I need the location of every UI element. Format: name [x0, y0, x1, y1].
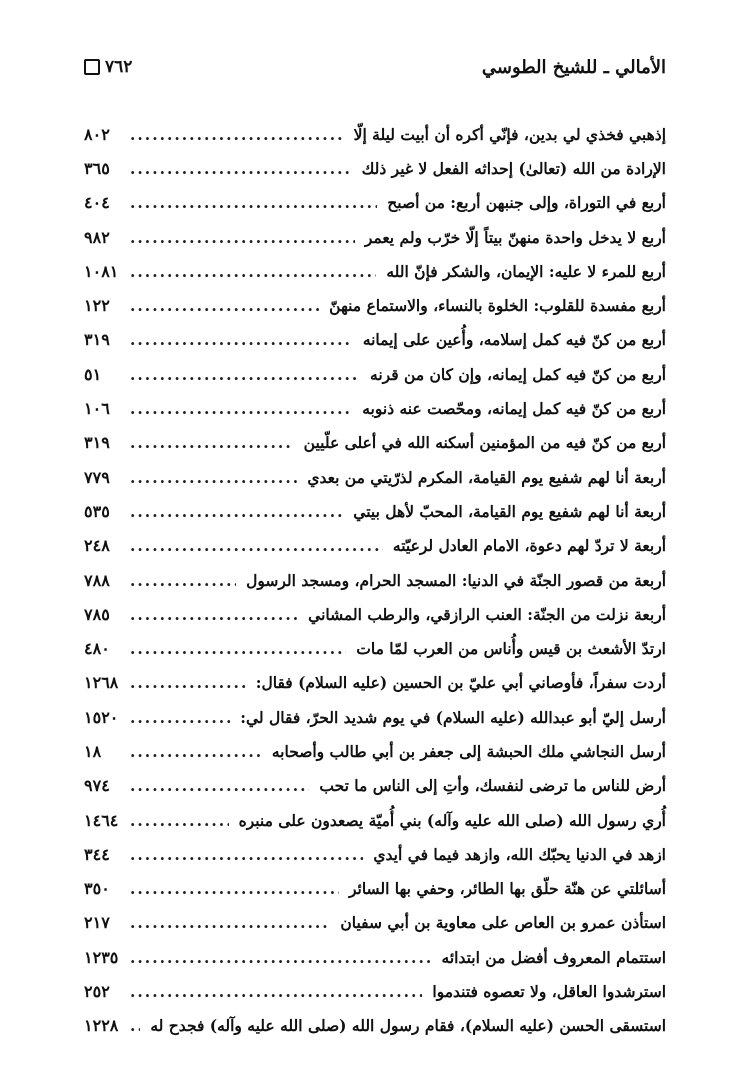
- entry-reference-number: ٣٦٥: [84, 158, 110, 178]
- leader-dots: [130, 605, 298, 624]
- index-entry: [84, 872, 666, 906]
- index-entry: [84, 254, 666, 288]
- entry-text: الإرادة من الله (تعالیٰ) إحداثه الفعل لا غير ذلك: [361, 158, 666, 178]
- leader-dots: [130, 193, 377, 212]
- entry-reference-number: ١٥٢٠: [84, 707, 119, 727]
- entry-reference-number: ٢٥٢: [84, 982, 110, 1002]
- entry-reference-number: ١٢٢٨: [84, 1016, 119, 1036]
- page-header: [84, 50, 666, 84]
- index-entry: [84, 769, 666, 803]
- entry-text: استتمام المعروف أفضل من ابتدائه: [441, 947, 666, 967]
- leader-dots: [130, 639, 346, 658]
- leader-dots: [130, 913, 330, 932]
- index-entry: [84, 323, 666, 357]
- leader-dots: [130, 502, 343, 521]
- entry-text: أربعة نزلت من الجنّة: العنب الرازقي، والرطب المشاني: [308, 604, 666, 624]
- entry-text: أربعة أنا لهم شفيع يوم القيامة، المحبّ لأهل بيتي: [353, 501, 666, 521]
- leader-dots: [130, 673, 246, 692]
- index-entry: [84, 837, 666, 871]
- entry-reference-number: ٧٨٥: [84, 604, 110, 624]
- entry-text: أرض للناس ما ترضى لنفسك، وأتِ إلى الناس ما تحب: [319, 776, 666, 796]
- index-entry: [84, 631, 666, 665]
- leader-dots: [130, 571, 236, 590]
- leader-dots: [130, 948, 432, 967]
- entry-text: أربع من كنّ فيه من المؤمنين أسكنه الله في أعلى علّيين: [303, 433, 666, 453]
- entry-reference-number: ٢١٧: [84, 913, 110, 933]
- entry-text: أربعة أنا لهم شفيع يوم القيامة، المكرم لذرّيتي من بعدي: [307, 467, 666, 487]
- index-entry: [84, 460, 666, 494]
- leader-dots: [130, 776, 309, 795]
- entry-text: أرسل إليّ أبو عبدالله (عليه السلام) في يوم شديد الحرّ، فقال لي:: [240, 707, 666, 727]
- entry-reference-number: ٩٨٢: [84, 227, 110, 247]
- leader-dots: [130, 399, 352, 418]
- page-number: ٧٦٢: [105, 57, 133, 77]
- entry-text: أربع من كنّ فيه كمل إيمانه، وإن كان من قرنه: [370, 364, 666, 384]
- entry-text: أربعة لا تردّ لهم دعوة، الامام العادل لرعيّته: [392, 536, 666, 556]
- index-entry: [84, 803, 666, 837]
- index-entry: [84, 494, 666, 528]
- leader-dots: [130, 811, 229, 830]
- entry-text: أربعة من قصور الجنّة في الدنيا: المسجد الحرام، ومسجد الرسول: [246, 570, 666, 590]
- leader-dots: [130, 1016, 140, 1035]
- entry-reference-number: ٤٠٤: [84, 193, 110, 213]
- entry-reference-number: ١٠٦: [84, 399, 110, 419]
- leader-dots: [130, 708, 230, 727]
- index-entry: [84, 906, 666, 940]
- entry-reference-number: ١٨: [84, 741, 102, 761]
- entry-reference-number: ١٢٣٥: [84, 947, 119, 967]
- page-number-block: [84, 57, 132, 77]
- entry-text: ازهد في الدنيا يحبّك الله، وازهد فيما في أيدي: [373, 844, 666, 864]
- entry-text: أربع لا يدخل واحدة منهنّ بيتاً إلّا خرّب ولم يعمر: [364, 227, 666, 247]
- entry-text: أربع من كنّ فيه كمل إسلامه، وأُعين على إيمانه: [362, 330, 666, 350]
- entry-text: استرشدوا العاقل، ولا تعصوه فتندموا: [432, 982, 666, 1002]
- index-entry: [84, 940, 666, 974]
- entry-text: أربع في التوراة، وإلى جنبهن أربع: من أصبح: [387, 193, 666, 213]
- index-entry: [84, 734, 666, 768]
- entry-reference-number: ٣١٩: [84, 433, 110, 453]
- entry-text: استأذن عمرو بن العاص على معاوية بن أبي سفيان: [340, 913, 666, 933]
- entry-reference-number: ١٢٢: [84, 296, 110, 316]
- index-entry: [84, 391, 666, 425]
- leader-dots: [130, 982, 422, 1001]
- leader-dots: [130, 468, 297, 487]
- entry-text: أربع من كنّ فيه كمل إيمانه، ومحّصت عنه ذنوبه: [362, 399, 666, 419]
- index-entry: [84, 220, 666, 254]
- entry-reference-number: ٢٤٨: [84, 536, 110, 556]
- running-title: الأمالي ـ للشيخ الطوسي: [481, 56, 666, 78]
- index-entry: [84, 666, 666, 700]
- leader-dots: [130, 845, 363, 864]
- entry-text: أرسل النجاشي ملك الحبشة إلى جعفر بن أبي طالب وأصحابه: [271, 741, 666, 761]
- index-entry: [84, 700, 666, 734]
- index-entry: [84, 974, 666, 1008]
- entry-reference-number: ٣١٩: [84, 330, 110, 350]
- entry-text: أسائلتي عن هنّة حلّق بها الطائر، وحفي بها السائر: [348, 879, 666, 899]
- index-entry: [84, 288, 666, 322]
- index-entry: [84, 597, 666, 631]
- entry-reference-number: ١٠٨١: [84, 261, 119, 281]
- index-entry: [84, 117, 666, 151]
- entry-text: استسقى الحسن (عليه السلام)، فقام رسول الله (صلى الله عليه وآله) فجدح له: [150, 1016, 666, 1036]
- entry-reference-number: ٥١: [84, 364, 102, 384]
- leader-dots: [130, 365, 360, 384]
- entry-reference-number: ٥٣٥: [84, 501, 110, 521]
- entry-reference-number: ٩٧٤: [84, 776, 110, 796]
- leader-dots: [130, 159, 352, 178]
- entry-reference-number: ١٢٦٨: [84, 673, 119, 693]
- leader-dots: [130, 296, 319, 315]
- entry-reference-number: ٣٥٠: [84, 879, 110, 899]
- leader-dots: [130, 879, 339, 898]
- entry-reference-number: ٨٠٢: [84, 124, 110, 144]
- entry-text: أربع للمرء لا عليه: الإيمان، والشكر فإنّ الله: [386, 261, 666, 281]
- index-entry: [84, 1009, 666, 1043]
- leader-dots: [130, 125, 344, 144]
- leader-dots: [130, 433, 294, 452]
- entry-text: أُري رسول الله (صلى الله عليه وآله) بني أُميّة يصعدون على منبره: [238, 810, 666, 830]
- square-ornament-icon: [84, 59, 100, 75]
- leader-dots: [130, 262, 376, 281]
- entry-text: أربع مفسدة للقلوب: الخلوة بالنساء، والاستماع منهنّ: [329, 296, 666, 316]
- entry-reference-number: ٤٨٠: [84, 639, 110, 659]
- leader-dots: [130, 330, 353, 349]
- index-entry: [84, 529, 666, 563]
- index-entry: [84, 151, 666, 185]
- index-list: [84, 117, 666, 1043]
- index-entry: [84, 563, 666, 597]
- entry-reference-number: ٧٨٨: [84, 570, 110, 590]
- entry-reference-number: ١٤٦٤: [84, 810, 119, 830]
- leader-dots: [130, 228, 355, 247]
- index-entry: [84, 357, 666, 391]
- index-entry: [84, 426, 666, 460]
- entry-text: إذهبي فخذي لي بدين، فإنّي أكره أن أبيت ليلة إلّا: [353, 124, 666, 144]
- leader-dots: [130, 536, 383, 555]
- leader-dots: [130, 742, 262, 761]
- entry-reference-number: ٧٧٩: [84, 467, 110, 487]
- entry-text: أردت سفراً، فأوصاني أبي عليّ بن الحسين (عليه السلام) فقال:: [255, 673, 666, 693]
- entry-text: ارتدّ الأشعث بن قيس وأُناس من العرب لمّا مات: [356, 639, 666, 659]
- entry-reference-number: ٣٤٤: [84, 844, 110, 864]
- index-entry: [84, 186, 666, 220]
